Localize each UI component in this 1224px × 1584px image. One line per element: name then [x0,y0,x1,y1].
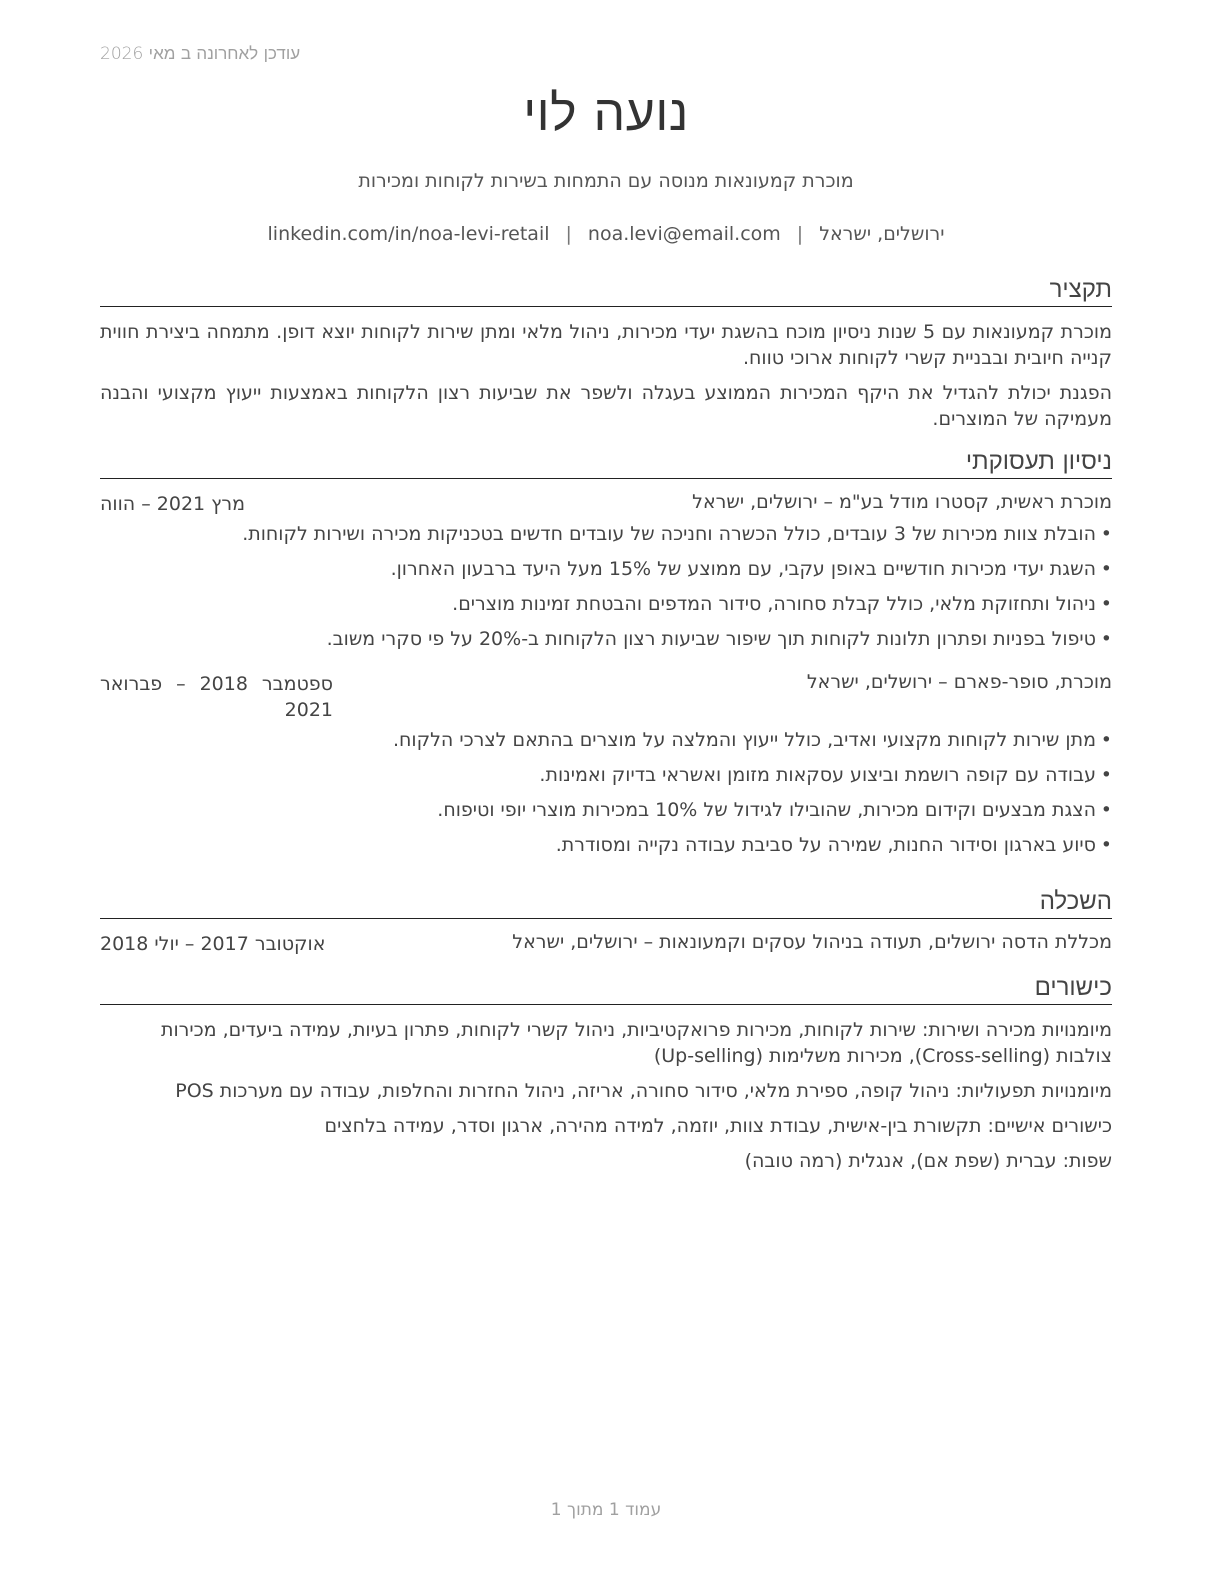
job-bullets [100,727,1112,858]
contact-location: ירושלים, ישראל [819,223,945,245]
education-title: השכלה [100,884,1112,919]
job-dates: ספטמבר 2018 – פברואר 2021 [100,673,333,721]
bullet-text: סיוע בארגון וסידור החנות, שמירה על סביבת עבודה נקייה ומסודרת. [555,834,1096,856]
job-title: מוכרת ראשית, קסטרו מודל בע"מ – ירושלים, ישראל [692,491,1112,513]
contact-line [100,223,1112,245]
summary-paragraph: הפגנת יכולת להגדיל את היקף המכירות הממוצע בעגלה ולשפר את שביעות רצון הלקוחות באמצעות ייעוץ מקצועי והבנה מעמיקה של המוצרים. [100,382,1112,430]
bullet-text: הובלת צוות מכירות של 3 עובדים, כולל הכשרה וחניכה של עובדים חדשים בטכניקות מכירה ושירות לקוחות. [242,523,1096,545]
bullet-text: ניהול ותחזוקת מלאי, כולל קבלת סחורה, סידור המדפים והבטחת זמינות מוצרים. [452,593,1096,615]
resume-page [100,0,1112,1584]
contact-separator: | [796,223,804,245]
job-header [100,671,1112,727]
skill-line: כישורים אישיים: תקשורת בין-אישית, עבודת צוות, יוזמה, למידה מהירה, ארגון וסדר, עמידה בלחצים [324,1115,1112,1137]
list-item [100,797,1112,823]
bullet-text: טיפול בפניות ופתרון תלונות לקוחות תוך שיפור שביעות רצון הלקוחות ב-20% על פי סקרי משוב. [326,628,1096,650]
skills-title: כישורים [100,970,1112,1005]
bullet-icon: • [1100,628,1112,650]
contact-linkedin[interactable]: linkedin.com/in/noa-levi-retail [267,223,550,245]
contact-separator: | [565,223,572,245]
bullet-text: עבודה עם קופה רושמת וביצוע עסקאות מזומן ואשראי בדיוק ואמינות. [539,764,1096,786]
summary-paragraph: מוכרת קמעונאות עם 5 שנות ניסיון מוכח בהשגת יעדי מכירות, ניהול מלאי ומתן שירות לקוחות יוצא דופן. מתמחה ביצירת חווית קנייה חיובית ובבניית קשרי לקוחות ארוכי טווח. [100,321,1113,369]
list-item [100,556,1112,582]
skills-section [100,970,1112,1183]
education-entry [100,931,1112,961]
bullet-icon: • [1100,799,1112,821]
experience-section [100,444,1112,867]
skills-list [100,1017,1112,1174]
job-dates: מרץ 2021 – הווה [100,493,246,515]
candidate-name: נועה לוי [523,84,689,142]
bullet-text: הצגת מבצעים וקידום מכירות, שהובילו לגידול של 10% במכירות מוצרי יופי וטיפוח. [437,799,1096,821]
list-item [100,626,1112,652]
bullet-icon: • [1100,834,1112,856]
list-item [100,521,1112,547]
skill-line: מיומנויות מכירה ושירות: שירות לקוחות, מכירות פרואקטיביות, ניהול קשרי לקוחות, פתרון בעיות, עמידה ביעדים, מכירות צולבות (Cross-selling), מכירות משלימות (Up-selling) [160,1019,1112,1067]
bullet-icon: • [1100,523,1112,545]
bullet-icon: • [1100,764,1112,786]
bullet-icon: • [1100,729,1112,751]
list-item [100,762,1112,788]
job-bullets [100,521,1112,652]
job-title: מוכרת, סופר-פארם – ירושלים, ישראל [806,671,1112,693]
summary-title: תקציר [100,272,1112,307]
bullet-text: מתן שירות לקוחות מקצועי ואדיב, כולל ייעוץ והמלצה על מוצרים בהתאם לצרכי הלקוח. [392,729,1096,751]
last-updated: עודכן לאחרונה ב מאי 2026 [100,44,301,64]
job-entry [100,491,1112,652]
page-footer: עמוד 1 מתוך 1 [550,1500,662,1520]
list-item [100,591,1112,617]
contact-email[interactable]: noa.levi@email.com [587,223,781,245]
bullet-icon: • [1100,593,1112,615]
skill-line: מיומנויות תפעוליות: ניהול קופה, ספירת מלאי, סידור סחורה, אריזה, ניהול החזרות והחלפות, עבודה עם מערכות POS [175,1080,1112,1102]
bullet-icon: • [1100,558,1112,580]
summary-section [100,272,1112,432]
education-section [100,884,1112,961]
list-item [100,832,1112,858]
experience-title: ניסיון תעסוקתי [100,444,1112,479]
education-dates: אוקטובר 2017 – יולי 2018 [100,933,326,955]
bullet-text: השגת יעדי מכירות חודשיים באופן עקבי, עם ממוצע של 15% מעל היעד ברבעון האחרון. [390,558,1096,580]
job-entry [100,671,1112,858]
candidate-subtitle: מוכרת קמעונאות מנוסה עם התמחות בשירות לקוחות ומכירות [358,170,854,192]
job-header [100,491,1112,521]
skill-line: שפות: עברית (שפת אם), אנגלית (רמה טובה) [744,1150,1112,1172]
education-institution: מכללת הדסה ירושלים, תעודה בניהול עסקים וקמעונאות – ירושלים, ישראל [512,931,1112,953]
list-item [100,727,1112,753]
